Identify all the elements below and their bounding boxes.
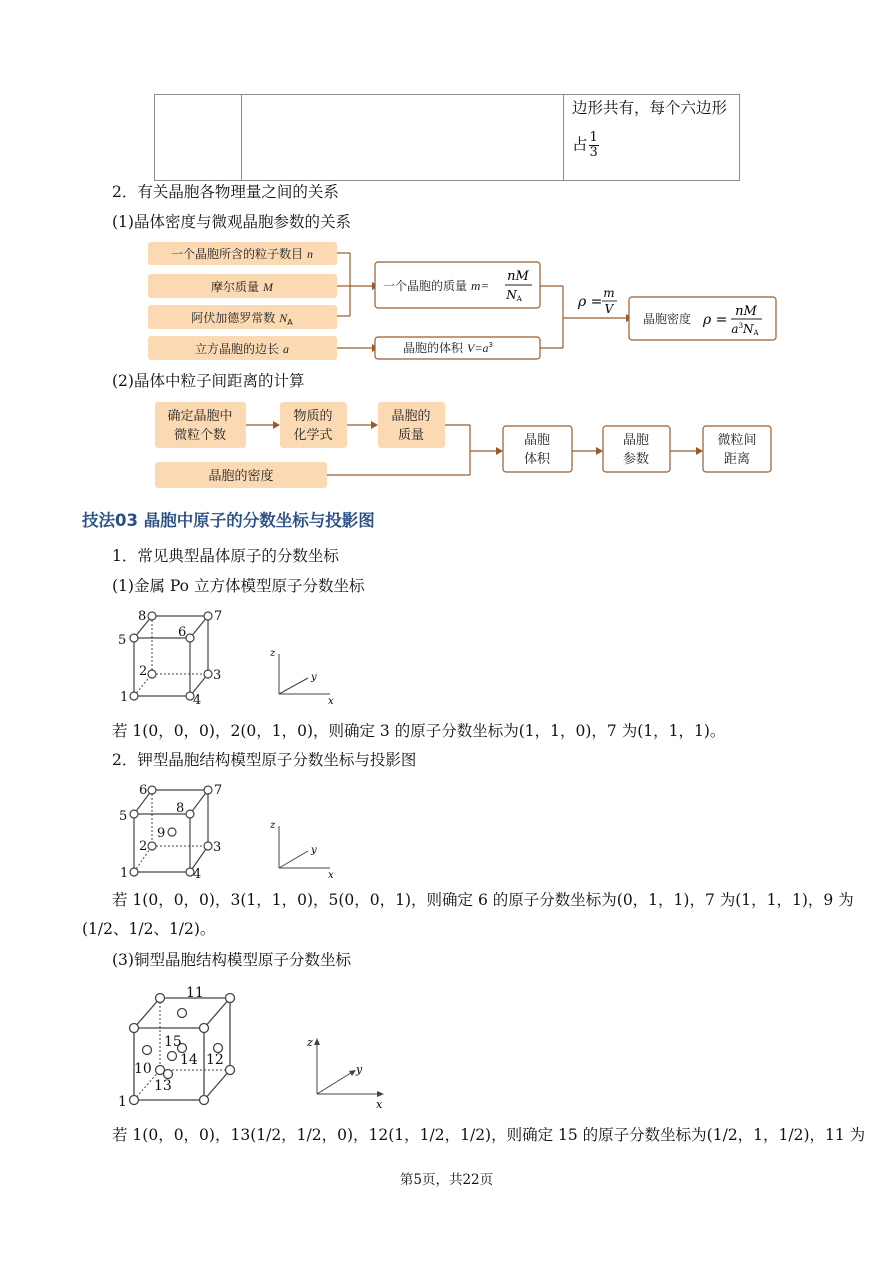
svg-text:14: 14: [180, 1052, 198, 1068]
subsection-title: (1)晶体密度与微观晶胞参数的关系: [112, 213, 351, 231]
svg-text:y: y: [356, 1063, 363, 1076]
flow-box-formula-line2: 化学式: [293, 428, 333, 443]
mass-denominator: NA: [506, 288, 522, 303]
density-rho: ρ =: [703, 312, 728, 328]
table-cell-fraction: 占 $\frac{1}{3}$: [572, 130, 598, 160]
svg-text:z: z: [307, 1036, 313, 1049]
svg-text:y: y: [311, 845, 317, 856]
box-cell-volume-label: 晶胞的体积 $V=a^3$: [403, 341, 493, 355]
flow-box-volume-line1: 晶胞: [523, 433, 551, 448]
item-title-2: 2．钾型晶胞结构模型原子分数坐标与投影图: [112, 751, 417, 769]
flow-box-parameter-line1: 晶胞: [622, 433, 650, 448]
page-footer: 第5页，共22页: [399, 1172, 494, 1188]
svg-text:1: 1: [120, 690, 129, 705]
box-avogadro-label: 阿伏加德罗常数 $N_A$: [191, 311, 293, 327]
flow-box-particle-count-line1: 确定晶胞中: [167, 409, 233, 424]
svg-text:6: 6: [139, 783, 148, 798]
svg-text:13: 13: [154, 1078, 172, 1094]
svg-text:2: 2: [139, 839, 148, 854]
axes-2: [269, 820, 334, 881]
flow-box-density-label: 晶胞的密度: [208, 469, 274, 484]
svg-text:11: 11: [186, 985, 204, 1001]
axes-3: [306, 1036, 384, 1111]
flow-box-volume-line2: 体积: [523, 452, 551, 467]
svg-text:8: 8: [138, 609, 147, 624]
svg-text:x: x: [328, 870, 334, 881]
rho-formula: ρ =: [578, 294, 603, 310]
section-heading: 技法03 晶胞中原子的分数坐标与投影图: [82, 511, 375, 530]
svg-text:8: 8: [176, 801, 185, 816]
svg-text:x: x: [376, 1098, 383, 1111]
svg-text:6: 6: [178, 625, 187, 640]
paragraph-k-line2: (1/2、1/2、1/2)。: [82, 920, 216, 938]
box-edge-length-label: 立方晶胞的边长 a: [194, 342, 290, 356]
density-denominator: $a^3NA$: [731, 322, 759, 337]
flow-box-formula-line1: 物质的: [293, 409, 333, 424]
rho-numerator: m: [603, 286, 615, 300]
rho-denominator: V: [604, 302, 614, 316]
flow-box-parameter-line2: 参数: [622, 452, 650, 467]
paragraph-k-line1: 若 1(0，0，0)，3(1，1，0)，5(0，0，1)，则确定 6 的原子分数坐标为(0，1，1)，7 为(1，1，1)，9 为: [112, 891, 854, 909]
svg-text:10: 10: [134, 1061, 152, 1077]
mass-numerator: nM: [507, 269, 529, 284]
svg-text:7: 7: [214, 609, 223, 624]
axes-1: [269, 648, 334, 707]
svg-text:1: 1: [118, 1094, 127, 1110]
svg-text:3: 3: [213, 668, 222, 683]
svg-text:4: 4: [193, 867, 202, 882]
flow-box-distance-line1: 微粒间: [717, 433, 757, 448]
cu-cube-diagram: [112, 978, 402, 1116]
flow-box-distance-line2: 距离: [723, 452, 751, 467]
table-cell-1: [154, 94, 242, 181]
distance-calculation-flow: [0, 396, 893, 494]
svg-text:15: 15: [164, 1034, 182, 1050]
table-cell-2: [241, 94, 564, 181]
subsection-po: (1)金属 Po 立方体模型原子分数坐标: [112, 577, 365, 595]
flow-box-particle-count-line2: 微粒个数: [173, 428, 227, 443]
box-cell-mass-label: 一个晶胞的质量 m=: [383, 278, 490, 293]
subsection-cu: (3)铜型晶胞结构模型原子分数坐标: [112, 951, 351, 969]
svg-text:2: 2: [139, 664, 148, 679]
svg-text:z: z: [270, 648, 276, 659]
po-cube-diagram: [112, 604, 352, 712]
box-cell-density-label: 晶胞密度: [643, 312, 692, 326]
svg-text:9: 9: [157, 826, 166, 841]
paragraph-po: 若 1(0，0，0)，2(0，1，0)，则确定 3 的原子分数坐标为(1，1，0)，7 为(1，1，1)。: [112, 722, 726, 740]
k-cube-diagram: [112, 778, 352, 884]
flow-box-mass-line1: 晶胞的: [391, 409, 431, 424]
box-molar-mass-label: 摩尔质量 M: [210, 280, 274, 294]
svg-text:5: 5: [119, 809, 128, 824]
svg-text:5: 5: [118, 633, 127, 648]
svg-text:y: y: [311, 672, 317, 683]
subsection-title-2: (2)晶体中粒子间距离的计算: [112, 372, 305, 390]
svg-text:12: 12: [206, 1052, 224, 1068]
table-cell-text: 边形共有，每个六边形: [572, 99, 728, 117]
density-relation-diagram: [0, 234, 893, 366]
svg-text:7: 7: [214, 783, 223, 798]
flow-box-mass-line2: 质量: [397, 428, 425, 443]
box-particle-count-label: 一个晶胞所含的粒子数目 n: [170, 247, 314, 261]
item-title-1: 1．常见典型晶体原子的分数坐标: [112, 547, 339, 565]
svg-text:x: x: [328, 696, 334, 707]
svg-text:z: z: [270, 820, 276, 831]
density-numerator: nM: [735, 304, 757, 319]
svg-text:3: 3: [213, 840, 222, 855]
svg-text:4: 4: [193, 693, 202, 708]
section-title: 2．有关晶胞各物理量之间的关系: [112, 183, 339, 201]
paragraph-cu: 若 1(0，0，0)，13(1/2，1/2，0)，12(1，1/2，1/2)，则确定 15 的原子分数坐标为(1/2，1，1/2)，11 为: [112, 1126, 866, 1144]
table-cell-3: [563, 94, 740, 181]
svg-text:1: 1: [120, 866, 129, 881]
